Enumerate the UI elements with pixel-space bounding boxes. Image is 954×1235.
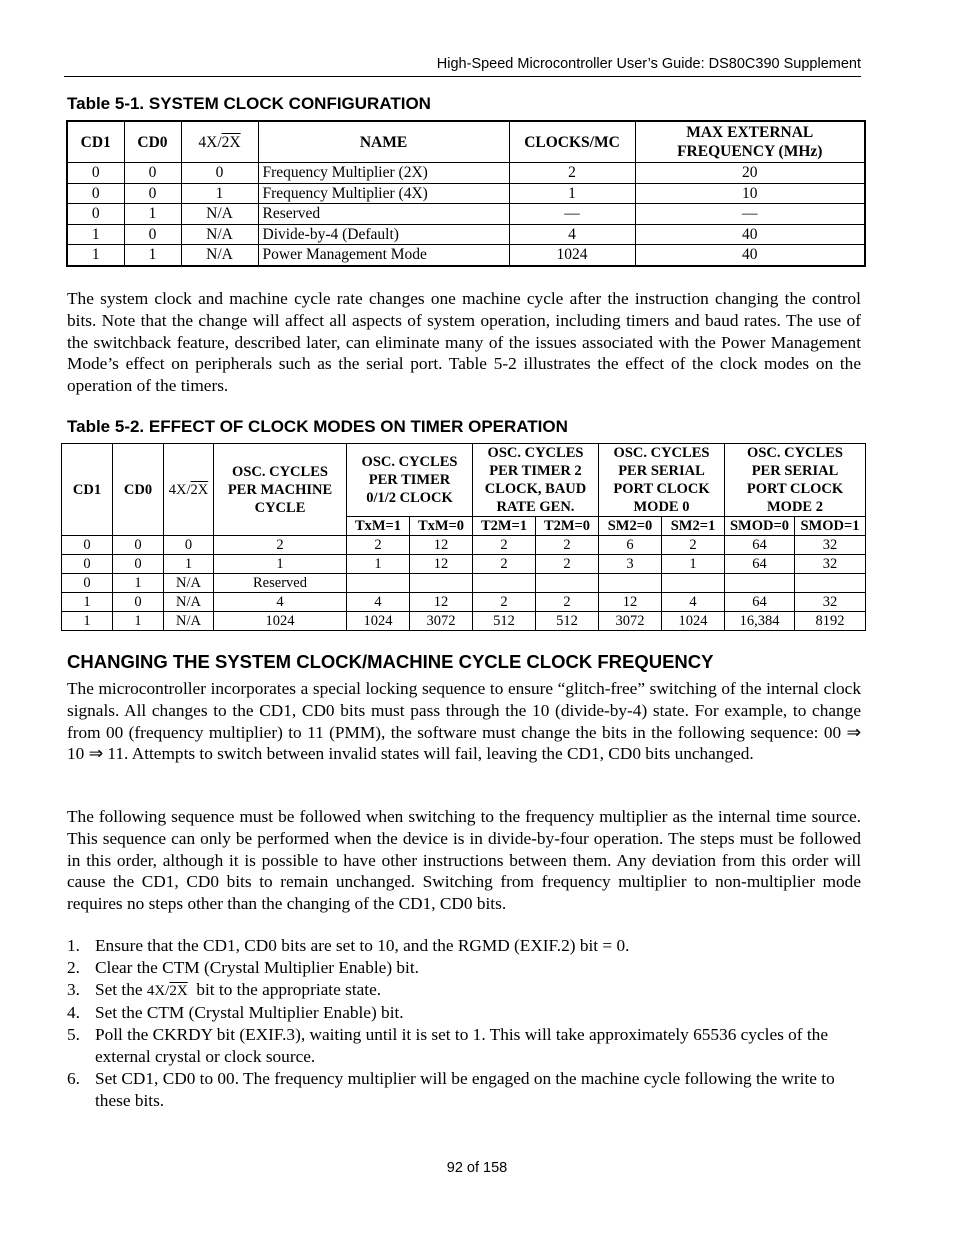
subheader-cell: SM2=0 [599,517,662,536]
table-row [62,612,866,631]
timer-operation-table [61,443,866,631]
table-cell: 2 [347,536,410,555]
list-item [67,935,861,957]
table-cell: 1024 [662,612,725,631]
table-cell: 3072 [410,612,473,631]
table-cell: 4 [347,593,410,612]
header-2x-text: 2X [190,481,209,498]
table-row [62,555,866,574]
table-cell: 0 [67,204,124,225]
system-clock-config-table [66,120,866,267]
list-number: 2. [67,957,80,977]
list-item [67,1024,861,1068]
table-cell: 1 [62,612,113,631]
table-header-row [62,444,866,517]
table-cell [473,574,536,593]
table-cell: 2 [473,555,536,574]
table-cell: 2 [473,593,536,612]
subheader-cell: SM2=1 [662,517,725,536]
table-cell: N/A [181,245,258,266]
list-number: 3. [67,979,80,999]
table-cell: 0 [67,163,124,184]
table-cell: 12 [410,593,473,612]
list-number: 5. [67,1025,80,1045]
table-cell: N/A [164,574,214,593]
list-number: 4. [67,1003,80,1023]
table-cell: 6 [599,536,662,555]
table-cell: 40 [635,245,865,266]
table-cell: N/A [181,224,258,245]
table-cell: 3072 [599,612,662,631]
table-cell: Reserved [258,204,509,225]
subheader-cell: T2M=1 [473,517,536,536]
table-cell: 1 [124,204,181,225]
list-text: bit to the appropriate state. [187,979,382,999]
page-header: High-Speed Microcontroller User’s Guide: DS80C390 Supplement [64,56,861,77]
header-line: OSC. CYCLES [487,445,584,461]
header-serial-mode0 [599,444,725,517]
table-cell: 2 [536,555,599,574]
table-cell: 0 [124,163,181,184]
table-cell: 0 [62,536,113,555]
table-cell: 32 [795,536,866,555]
table-cell: Divide-by-4 (Default) [258,224,509,245]
table-cell: 32 [795,593,866,612]
table-cell: 16,384 [725,612,795,631]
table-cell: 1 [164,555,214,574]
table-row [62,593,866,612]
switching-sequence-paragraph: The following sequence must be followed when switching to the frequency multiplier as the internal time source. This sequence can only be performed when the device is in divide-by-four operation. The steps must be followed in this order, although it is possible to have other instructions between them. Any deviation from this order will cause the CD1, CD0 bits to remain unchanged. Switching from frequency multiplier to non-multiplier mode requires no steps other than the changing of the CD1, CD0 bits. [67,807,861,914]
header-clocks-mc: CLOCKS/MC [509,121,635,163]
table-cell: 1 [509,183,635,204]
header-machine-cycle [214,444,347,536]
table-cell: 1 [181,183,258,204]
list-number: 6. [67,1068,80,1088]
table-cell: 2 [473,536,536,555]
header-line: OSC. CYCLES [361,454,458,470]
list-text: Set the [95,979,147,999]
table-cell: 0 [113,593,164,612]
table-cell [725,574,795,593]
header-line: MODE 2 [767,499,823,515]
table-cell: 512 [473,612,536,631]
table-cell [662,574,725,593]
header-line: PORT CLOCK [613,481,710,497]
table-cell: 4 [662,593,725,612]
table-row [62,574,866,593]
table-cell: 8192 [795,612,866,631]
header-line: CYCLE [254,499,306,516]
header-line: OSC. CYCLES [232,463,328,480]
header-line: PER TIMER 2 [489,463,582,479]
table-cell: 2 [662,536,725,555]
table-cell [536,574,599,593]
list-item [67,1068,861,1112]
table-cell: 512 [536,612,599,631]
header-line: OSC. CYCLES [747,445,843,461]
list-item [67,979,861,1003]
table-cell: 1 [214,555,347,574]
header-max-freq-line2: FREQUENCY (MHz) [677,143,823,160]
table-cell: 10 [635,183,865,204]
table-cell: 2 [536,593,599,612]
header-cd0: CD0 [124,121,181,163]
header-line: PER TIMER [368,472,451,488]
header-cd0: CD0 [113,444,164,536]
table2-caption: Table 5-2. EFFECT OF CLOCK MODES ON TIMER OPERATION [67,417,568,436]
table-cell: 64 [725,593,795,612]
table-cell: N/A [164,612,214,631]
table-cell: 0 [181,163,258,184]
list-text: Set CD1, CD0 to 00. The frequency multiplier will be engaged on the machine cycle following the write to these bits. [95,1068,835,1110]
table-cell: 12 [410,555,473,574]
table-cell: 0 [164,536,214,555]
table-cell: 0 [62,574,113,593]
subheader-cell: T2M=0 [536,517,599,536]
table-cell: 1 [113,612,164,631]
header-4x-2x [181,121,258,163]
table-cell: N/A [181,204,258,225]
table-cell [347,574,410,593]
header-line: OSC. CYCLES [613,445,710,461]
table-cell [599,574,662,593]
table-row [67,183,865,204]
table-cell: 0 [113,555,164,574]
table-cell: 4 [509,224,635,245]
table-cell: N/A [164,593,214,612]
table-cell: 2 [214,536,347,555]
subheader-cell: SMOD=0 [725,517,795,536]
table-cell: — [635,204,865,225]
header-line: PORT CLOCK [746,481,844,497]
table-cell: 12 [599,593,662,612]
table-cell: 0 [62,555,113,574]
table-cell: 1024 [214,612,347,631]
table-cell: 0 [113,536,164,555]
table-cell: 0 [124,224,181,245]
header-line: MODE 0 [633,499,690,515]
list-item [67,957,861,979]
table-cell: 20 [635,163,865,184]
header-timer2 [473,444,599,517]
table-cell: 12 [410,536,473,555]
list-item [67,1002,861,1024]
table-cell: 1 [124,245,181,266]
table-cell: 0 [67,183,124,204]
table-cell: 1 [62,593,113,612]
header-name: NAME [258,121,509,163]
table-row [62,536,866,555]
table-cell: 1024 [347,612,410,631]
header-line: CLOCK, BAUD [484,481,587,497]
table-header-row [67,121,865,163]
table-row [67,245,865,266]
header-2x-text: 2X [221,133,241,151]
steps-list [67,935,861,1111]
table-cell: Power Management Mode [258,245,509,266]
list-text: Set the CTM (Crystal Multiplier Enable) bit. [95,1003,404,1023]
table-cell: 1 [347,555,410,574]
table-cell [410,574,473,593]
table-cell: Reserved [214,574,347,593]
list-text: Ensure that the CD1, CD0 bits are set to 10, and the RGMD (EXIF.2) bit = 0. [95,936,630,955]
table-cell: 4 [214,593,347,612]
table-cell: 1024 [509,245,635,266]
header-line: 0/1/2 CLOCK [366,490,453,506]
table-cell: Frequency Multiplier (2X) [258,163,509,184]
table-cell: 3 [599,555,662,574]
table-cell: 64 [725,555,795,574]
header-line: PER SERIAL [618,463,705,479]
table-cell: 1 [113,574,164,593]
header-4x-text: 4X/ [198,133,222,151]
table-cell: 0 [124,183,181,204]
table-row [67,224,865,245]
table-cell: 2 [509,163,635,184]
list-text: Clear the CTM (Crystal Multiplier Enable) bit. [95,957,419,977]
bit-name-4x: 4X/ [146,982,170,999]
table-cell: 1 [67,245,124,266]
subheader-cell: SMOD=1 [795,517,866,536]
header-timer012 [347,444,473,517]
table1-caption: Table 5-1. SYSTEM CLOCK CONFIGURATION [67,94,431,113]
subheader-cell: TxM=1 [347,517,410,536]
table-row [67,204,865,225]
header-4x-2x [164,444,214,536]
header-serial-mode2 [725,444,866,517]
list-number: 1. [67,936,80,955]
clock-rate-paragraph: The system clock and machine cycle rate changes one machine cycle after the instruction changing the control bits. Note that the change will affect all aspects of system operation, including timers and baud rates. The use of the switchback feature, described later, can eliminate many of the issues associated with the Power Management Mode’s effect on peripherals such as the serial port. Table 5-2 illustrates the effect of the clock modes on the operation of the timers. [67,289,861,396]
header-max-freq-line1: MAX EXTERNAL [686,124,814,141]
table-cell: 1 [662,555,725,574]
header-line: PER SERIAL [751,463,839,479]
table-cell: 1 [67,224,124,245]
section-heading: CHANGING THE SYSTEM CLOCK/MACHINE CYCLE CLOCK FREQUENCY [67,651,714,672]
page-number: 92 of 158 [446,1160,508,1176]
header-cd1: CD1 [67,121,124,163]
bit-name-2x: 2X [169,982,188,999]
table-cell: 64 [725,536,795,555]
table-cell [795,574,866,593]
header-max-freq [635,121,865,163]
subheader-cell: TxM=0 [410,517,473,536]
header-line: PER MACHINE [227,481,333,498]
table-cell: 32 [795,555,866,574]
table-row [67,163,865,184]
table-cell: 40 [635,224,865,245]
table-cell: Frequency Multiplier (4X) [258,183,509,204]
header-line: RATE GEN. [496,499,575,515]
table-cell: — [509,204,635,225]
table-cell: 2 [536,536,599,555]
list-text: Poll the CKRDY bit (EXIF.3), waiting until it is set to 1. This will take approximately 65536 cycles of the external crystal or clock source. [95,1025,828,1066]
locking-sequence-paragraph: The microcontroller incorporates a special locking sequence to ensure “glitch-free” switching of the internal clock signals. All changes to the CD1, CD0 bits must pass through the 10 (divide-by-4) state. For example, to change from 00 (frequency multiplier) to 11 (PMM), the software must change the bits in the following sequence: 00 ⇒ 10 ⇒ 11. Attempts to switch between invalid states will fail, leaving the CD1, CD0 bits unchanged. [67,679,861,764]
header-4x-text: 4X/ [168,481,191,498]
header-cd1: CD1 [62,444,113,536]
